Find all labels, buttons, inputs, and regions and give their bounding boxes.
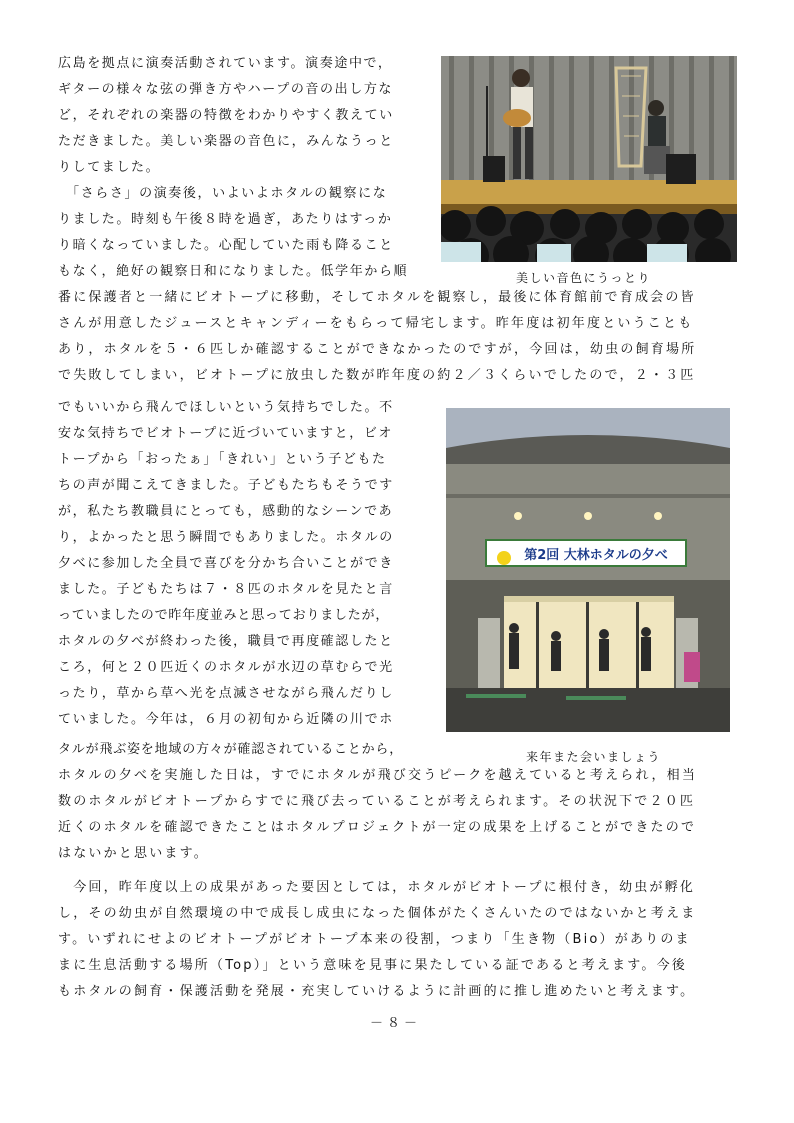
body-text-line: 夕べに参加した全員で喜びを分かち合いことができ: [58, 556, 394, 571]
page-number: －８－: [370, 1016, 422, 1031]
body-text-line: 今回，昨年度以上の成果があった要因としては，ホタルがビオトープに根付き，幼虫が孵化: [58, 880, 696, 895]
body-text-line: りました。時刻も午後８時を過ぎ，あたりはすっか: [58, 212, 393, 227]
body-text-line: ました。子どもたちは７・８匹のホタルを見たと言: [58, 582, 394, 597]
body-text-line: ていました。今年は，６月の初旬から近隣の川でホ: [58, 712, 394, 727]
body-text-line: ホタルの夕べを実施した日は，すでにホタルが飛び交うピークを越えていると考えられ，相当: [58, 768, 698, 783]
body-text-line: さんが用意したジュースとキャンディーをもらって帰宅します。昨年度は初年度ということも: [58, 316, 694, 331]
body-text-line: タルが飛ぶ姿を地域の方々が確認されていることから，: [58, 742, 404, 757]
body-text-line: 番に保護者と一緒にビオトープに移動，そしてホタルを観察し，最後に体育館前で育成会の皆: [58, 290, 696, 305]
body-text-line: まに生息活動する場所（Top）」という意味を見事に果たしている証であると考えます。今後: [58, 958, 687, 973]
body-text-line: 数のホタルがビオトープからすでに飛び去っていることが考えられます。その状況下で２０匹: [58, 794, 696, 809]
body-text-line: りしてました。: [58, 160, 161, 175]
body-text-line: もなく，絶好の観察日和になりました。低学年から順: [58, 264, 409, 279]
body-text-line: 安な気持ちでビオトープに近づいていますと，ビオ: [58, 426, 394, 441]
banner-text: 第2回 大林ホタルの夕べ: [524, 548, 668, 563]
body-text-line: ただきました。美しい楽器の音色に，みんなうっと: [58, 134, 394, 149]
body-text-line: す。いずれにせよのビオトープがビオトープ本来の役割，つまり「生き物（Bio）がありのま: [58, 932, 691, 947]
body-text-line: ころ，何と２０匹近くのホタルが水辺の草むらで光: [58, 660, 394, 675]
body-text-line: で失敗してしまい，ビオトープに放虫した数が昨年度の約２／３くらいでしたので，２・３匹: [58, 368, 696, 383]
body-text-line: っていましたので昨年度並みと思っておりましたが，: [58, 608, 390, 623]
body-text-line: ちの声が聞こえてきました。子どもたちもそうです: [58, 478, 394, 493]
gymnasium-photo: [446, 408, 730, 732]
photo-caption: 美しい音色にうっとり: [516, 271, 652, 285]
body-text-line: ど，それぞれの楽器の特徴をわかりやすく教えてい: [58, 108, 394, 123]
body-text-line: ホタルの夕べが終わった後，職員で再度確認したと: [58, 634, 394, 649]
body-text-line: り暗くなっていました。心配していた雨も降ること: [58, 238, 394, 253]
body-text-line: ギターの様々な弦の弾き方やハープの音の出し方な: [58, 82, 394, 97]
body-text-line: し，その幼虫が自然環境の中で成長し成虫になった個体がたくさんいたのではないかと考えま: [58, 906, 697, 921]
body-text-line: り，よかったと思う瞬間でもありました。ホタルの: [58, 530, 394, 545]
body-text-line: はないかと思います。: [58, 846, 209, 861]
concert-photo: [441, 56, 737, 262]
photo-caption: 来年また会いましょう: [526, 750, 662, 764]
body-text-line: トープから「おったぁ」「きれい」という子どもた: [58, 452, 387, 467]
body-text-line: が，私たち教職員にとっても，感動的なシーンであ: [58, 504, 394, 519]
body-text-line: もホタルの飼育・保護活動を発展・充実していけるように計画的に推し進めたいと考えます。: [58, 984, 696, 999]
body-text-line: 広島を拠点に演奏活動されています。演奏途中で，: [58, 56, 393, 71]
body-text-line: ったり，草から草へ光を点滅させながら飛んだりし: [58, 686, 394, 701]
body-text-line: でもいいから飛んでほしいという気持ちでした。不: [58, 400, 394, 415]
body-text-line: 近くのホタルを確認できたことはホタルプロジェクトが一定の成果を上げることができたので: [58, 820, 697, 835]
body-text-line: あり，ホタルを５・６匹しか確認することができなかったのですが，今回は，幼虫の飼育場所: [58, 342, 697, 357]
body-text-line: 「さらさ」の演奏後，いよいよホタルの観察にな: [58, 186, 388, 201]
